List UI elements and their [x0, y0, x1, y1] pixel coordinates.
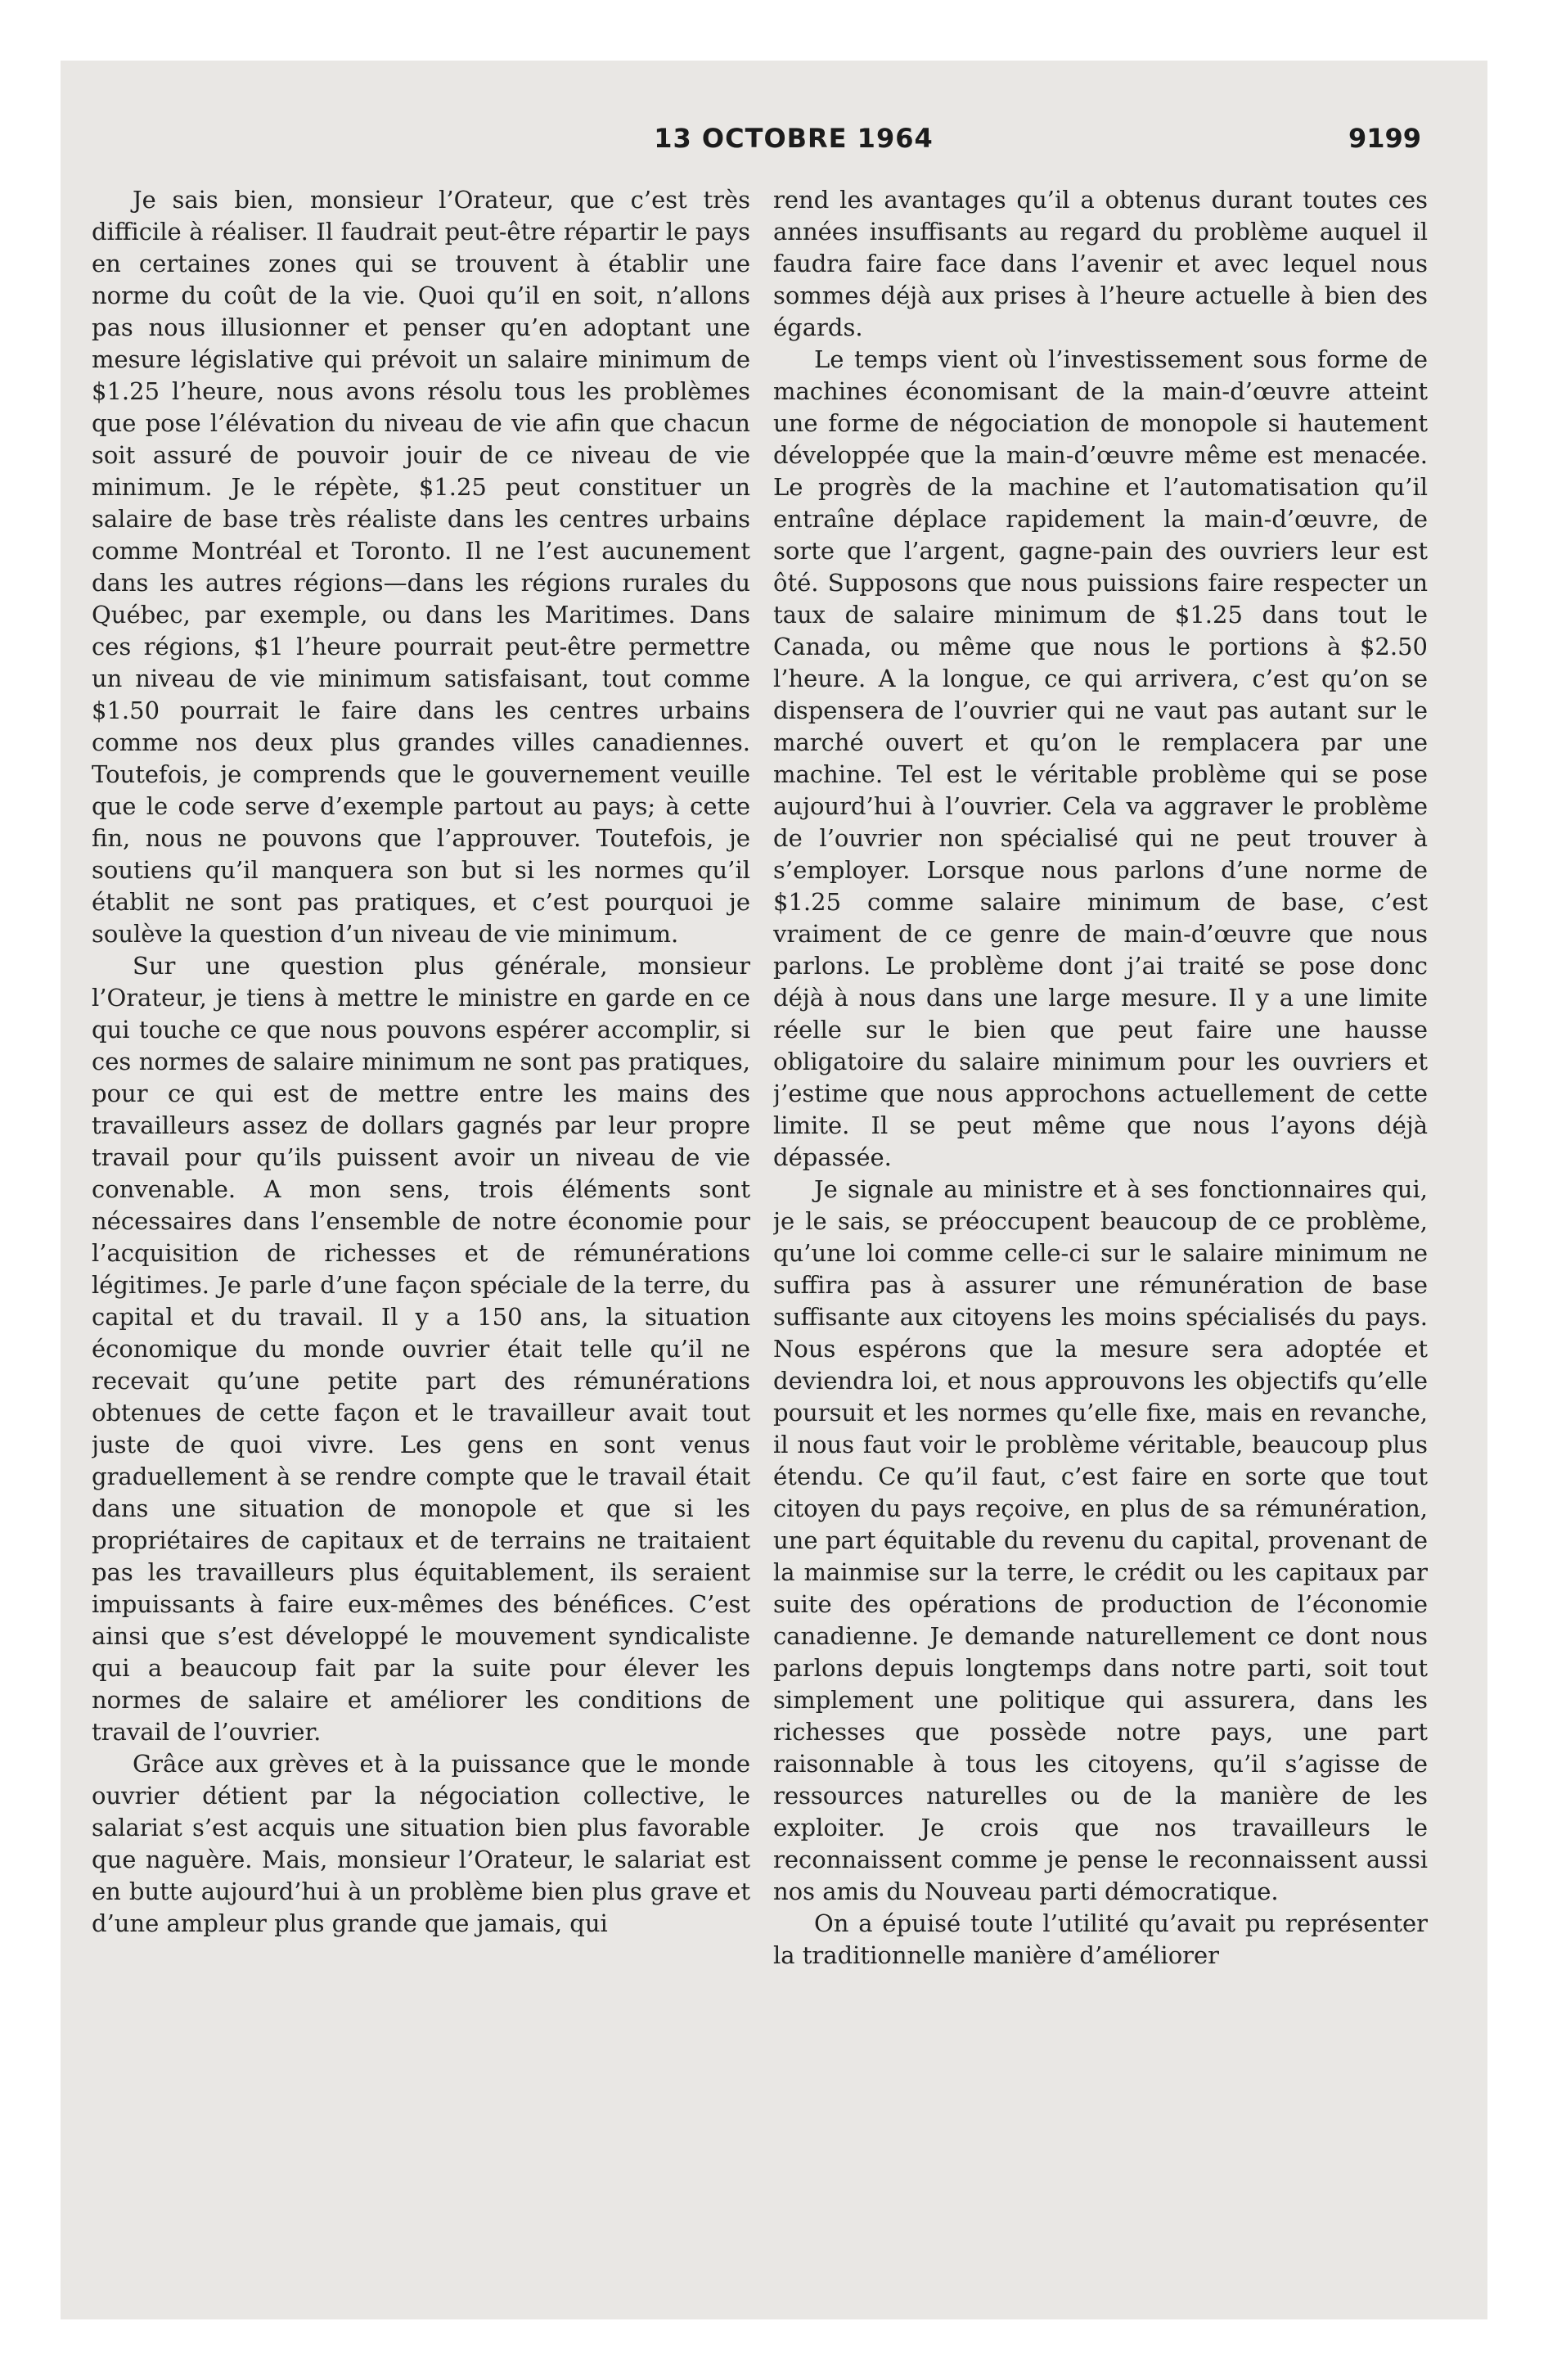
paragraph: On a épuisé toute l’utilité qu’avait pu représenter la traditionnelle manière d’améliorer	[773, 1909, 1428, 1969]
paragraph: Je signale au ministre et à ses fonctionnaires qui, je le sais, se préoccupent beaucoup de ce problème, qu’une loi comme celle-ci sur le salaire minimum ne suffira pas à assurer une rémunération de base suffisante aux citoyens les moins spécialisés du pays. Nous espérons que la mesure sera adoptée et deviendra loi, et nous approuvons les objectifs qu’elle poursuit et les normes qu’elle fixe, mais en revanche, il nous faut voir le problème véritable, beaucoup plus étendu. Ce qu’il faut, c’est faire en sorte que tout citoyen du pays reçoive, en plus de sa rémunération, une part équitable du revenu du capital, provenant de la mainmise sur la terre, le crédit ou les capitaux par suite des opérations de production de l’économie canadienne. Je demande naturellement ce dont nous parlons depuis longtemps dans notre parti, soit tout simplement une politique qui assurera, dans les richesses que possède notre pays, une part raisonnable à tous les citoyens, qu’il s’agisse de ressources naturelles ou de la manière de les exploiter. Je crois que nos travailleurs le reconnaissent comme je pense le reconnaissent aussi nos amis du Nouveau parti démocratique.	[773, 1175, 1428, 1905]
running-head-date: 13 OCTOBRE 1964	[654, 123, 934, 154]
paragraph: Je sais bien, monsieur l’Orateur, que c’est très difficile à réaliser. Il faudrait peut-être répartir le pays en certaines zones qui se trouvent à établir une norme du coût de la vie. Quoi qu’il en soit, n’allons pas nous illusionner et penser qu’en adoptant une mesure législative qui prévoit un salaire minimum de $1.25 l’heure, nous avons résolu tous les problèmes que pose l’élévation du niveau de vie afin que chacun soit assuré de pouvoir jouir de ce niveau de vie minimum. Je le répète, $1.25 peut constituer un salaire de base très réaliste dans les centres urbains comme Montréal et Toronto. Il ne l’est aucunement dans les autres régions—dans les régions rurales du Québec, par exemple, ou dans les Maritimes. Dans ces régions, $1 l’heure pourrait peut-être permettre un niveau de vie minimum satisfaisant, tout comme $1.50 pourrait le faire dans les centres urbains comme nos deux plus grandes villes canadiennes. Toutefois, je comprends que le gouvernement veuille que le code serve d’exemple partout au pays; à cette fin, nous ne pouvons que l’approuver. Toutefois, je soutiens qu’il manquera son but si les normes qu’il établit ne sont pas pratiques, et c’est pourquoi je soulève la question d’un niveau de vie minimum.	[92, 186, 750, 948]
paragraph: Grâce aux grèves et à la puissance que le monde ouvrier détient par la négociation collective, le salariat s’est acquis une situation bien plus favorable que naguère. Mais, monsieur l’Orateur, le salariat est en butte aujourd’hui à un problème bien plus grave et d’une ampleur plus grande que jamais, qui	[92, 1750, 750, 1937]
page-number: 9199	[1348, 123, 1421, 154]
paragraph: Le temps vient où l’investissement sous forme de machines économisant de la main-d’œuvre atteint une forme de négociation de monopole si hautement développée que la main-d’œuvre même est menacée. Le progrès de la machine et l’automatisation qu’il entraîne déplace rapidement la main-d’œuvre, de sorte que l’argent, gagne-pain des ouvriers leur est ôté. Supposons que nous puissions faire respecter un taux de salaire minimum de $1.25 dans tout le Canada, ou même que nous le portions à $2.50 l’heure. A la longue, ce qui arrivera, c’est qu’on se dispensera de l’ouvrier qui ne vaut pas autant sur le marché ouvert et qu’on le remplacera par une machine. Tel est le véritable problème qui se pose aujourd’hui à l’ouvrier. Cela va aggraver le problème de l’ouvrier non spécialisé qui ne peut trouver à s’employer. Lorsque nous parlons d’une norme de $1.25 comme salaire minimum de base, c’est vraiment de ce genre de main-d’œuvre que nous parlons. Le problème dont j’ai traité se pose donc déjà à nous dans une large mesure. Il y a une limite réelle sur le bien que peut faire une hausse obligatoire du salaire minimum pour les ouvriers et j’estime que nous approchons actuellement de cette limite. Il se peut même que nous l’ayons déjà dépassée.	[773, 345, 1428, 1171]
left-column	[92, 184, 750, 2304]
paragraph: Sur une question plus générale, monsieur l’Orateur, je tiens à mettre le ministre en garde en ce qui touche ce que nous pouvons espérer accomplir, si ces normes de salaire minimum ne sont pas pratiques, pour ce qui est de mettre entre les mains des travailleurs assez de dollars gagnés par leur propre travail pour qu’ils puissent avoir un niveau de vie convenable. A mon sens, trois éléments sont nécessaires dans l’ensemble de notre économie pour l’acquisition de richesses et de rémunérations légitimes. Je parle d’une façon spéciale de la terre, du capital et du travail. Il y a 150 ans, la situation économique du monde ouvrier était telle qu’il ne recevait qu’une petite part des rémunérations obtenues de cette façon et le travailleur avait tout juste de quoi vivre. Les gens en sont venus graduellement à se rendre compte que le travail était dans une situation de monopole et que si les propriétaires de capitaux et de terrains ne traitaient pas les travailleurs plus équitablement, ils seraient impuissants à faire eux-mêmes des bénéfices. C’est ainsi que s’est développé le mouvement syndicaliste qui a beaucoup fait par la suite pour élever les normes de salaire et améliorer les conditions de travail de l’ouvrier.	[92, 952, 750, 1746]
page-header	[0, 123, 1548, 172]
right-column	[773, 184, 1428, 2304]
paragraph-continuation: rend les avantages qu’il a obtenus durant toutes ces années insuffisants au regard du problème auquel il faudra faire face dans l’avenir et avec lequel nous sommes déjà aux prises à l’heure actuelle à bien des égards.	[773, 186, 1428, 341]
